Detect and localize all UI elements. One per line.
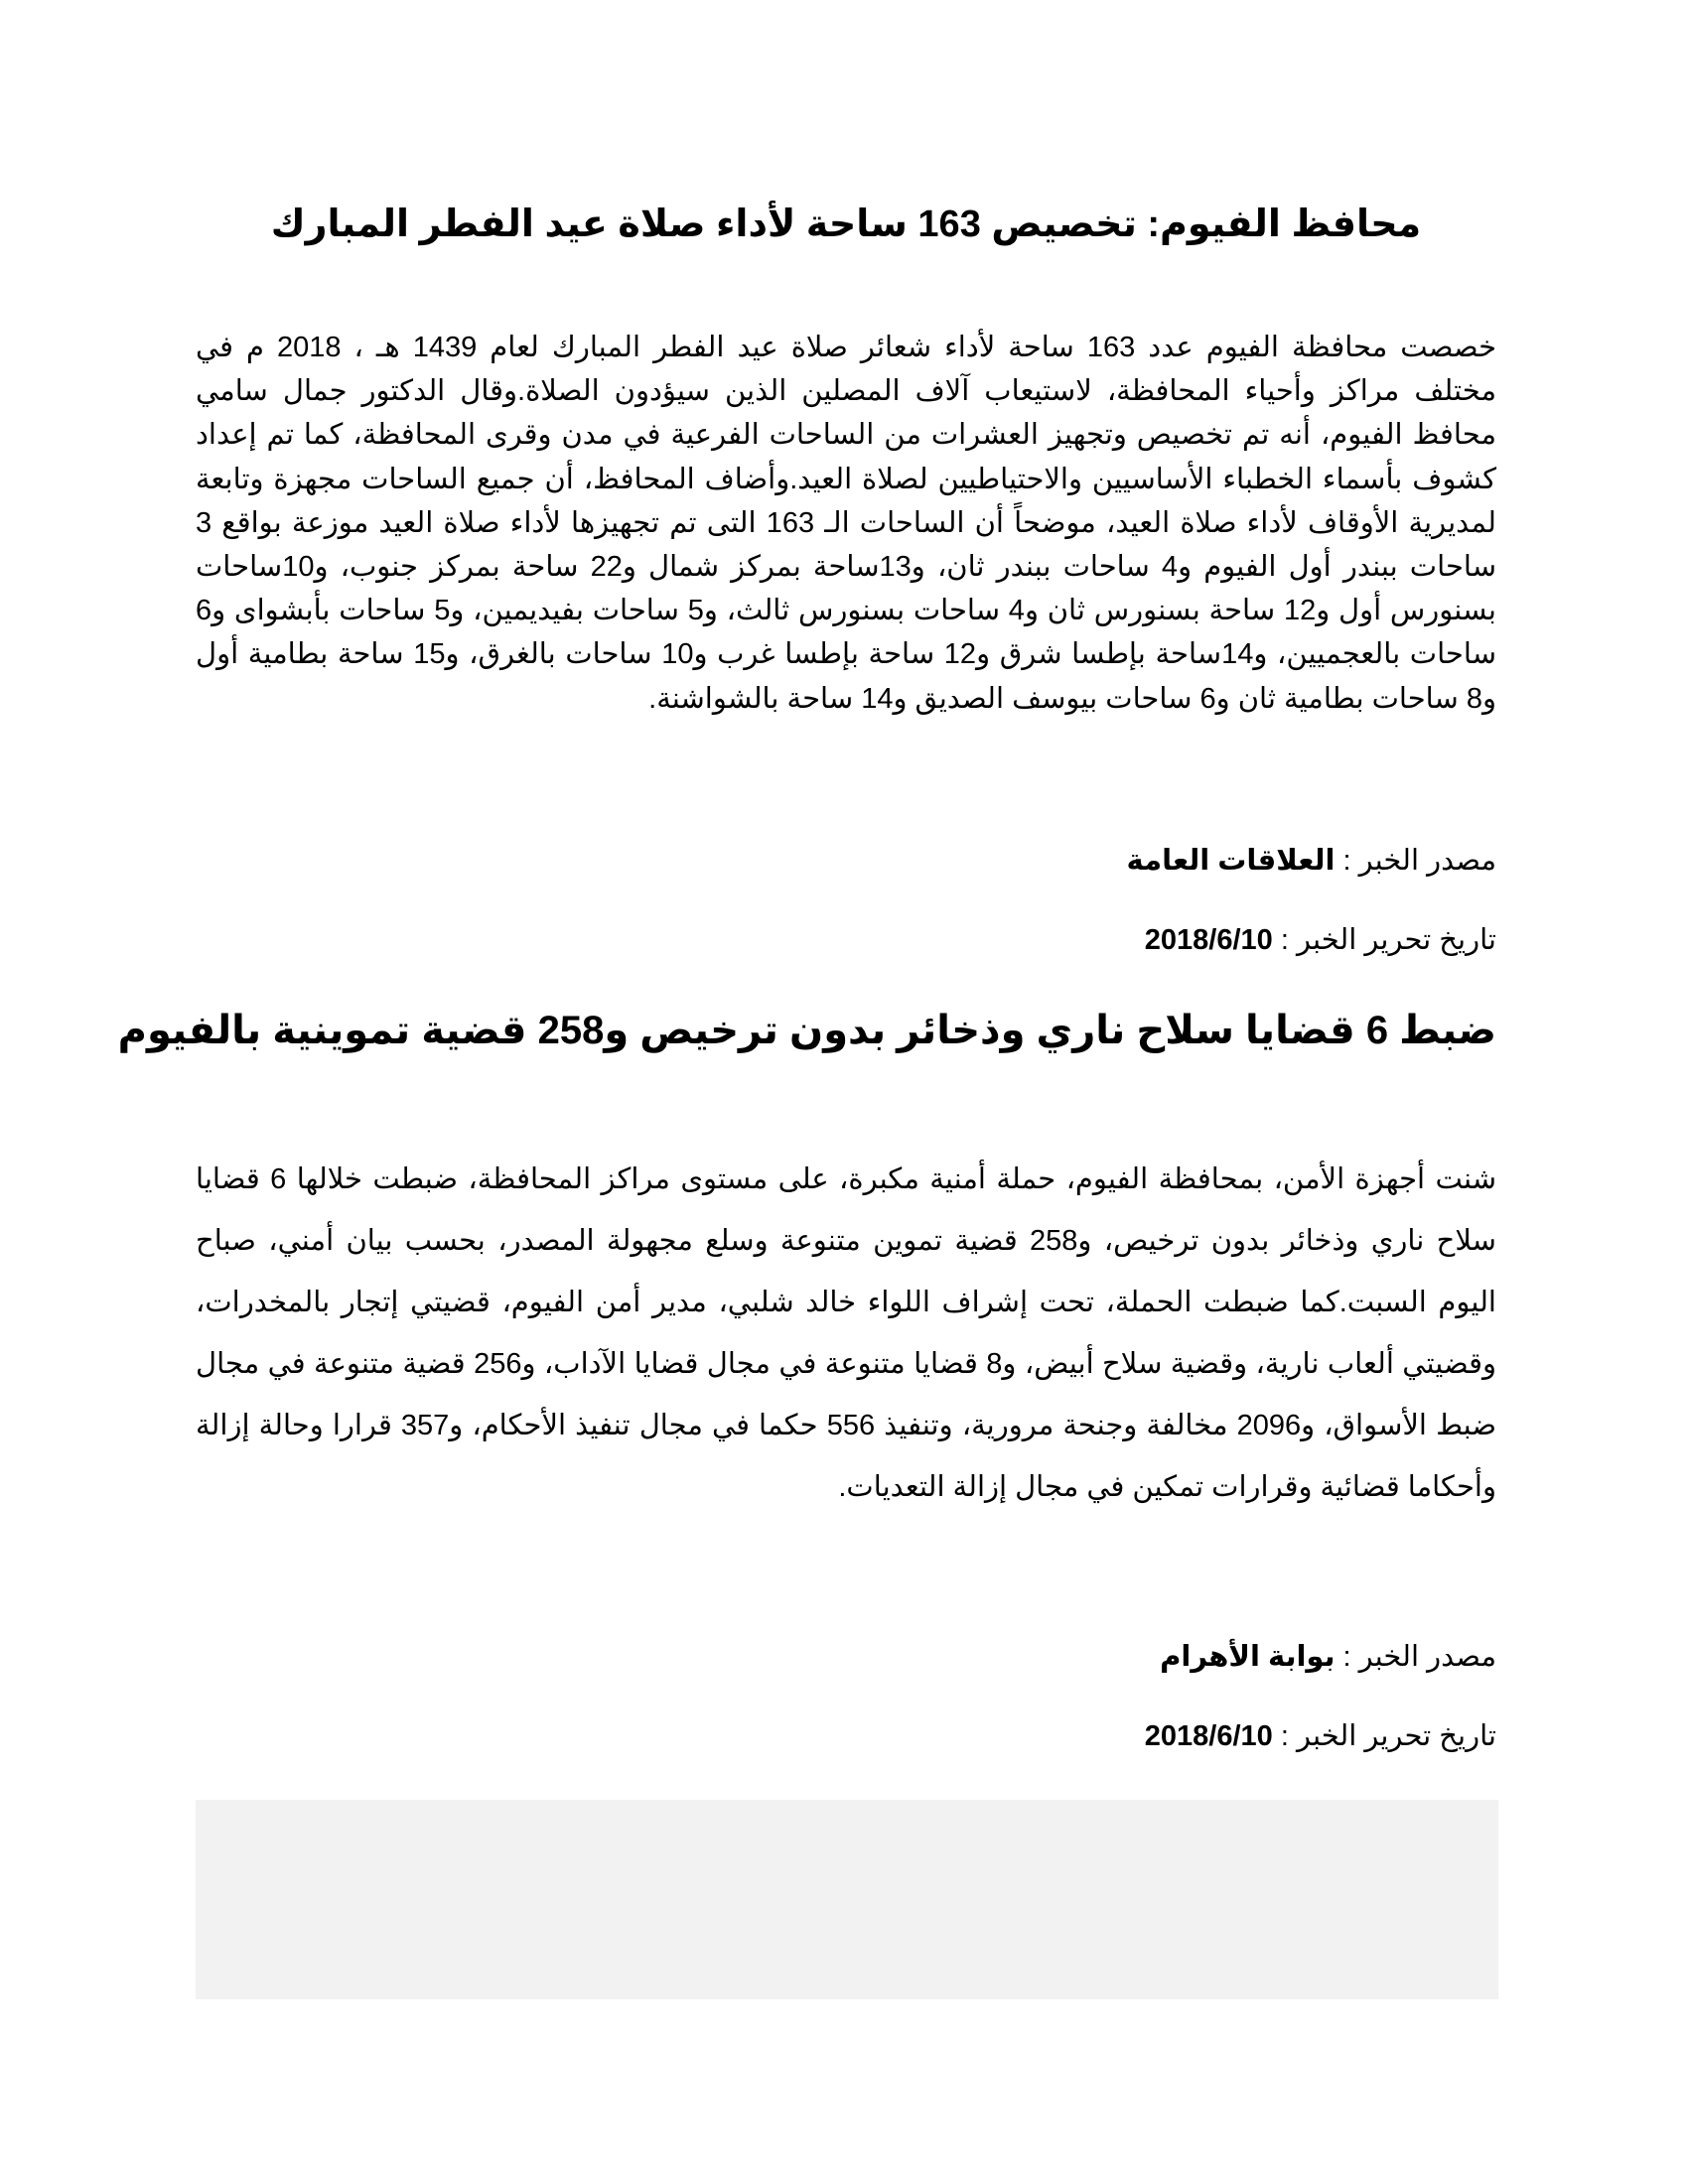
article-1-date <box>196 918 1496 962</box>
article-2-date <box>196 1714 1496 1758</box>
article-2-title: ضبط 6 قضايا سلاح ناري وذخائر بدون ترخيص و258 قضية تموينية بالفيوم <box>117 1009 1496 1052</box>
date-value: 2018/6/10 <box>1144 1720 1273 1752</box>
article-1-title: محافظ الفيوم: تخصيص 163 ساحة لأداء صلاة عيد الفطر المبارك <box>270 204 1422 245</box>
source-value: بوابة الأهرام <box>1160 1641 1336 1673</box>
empty-placeholder-box <box>196 1800 1498 1999</box>
date-label: تاريخ تحرير الخبر : <box>1272 924 1496 956</box>
date-label: تاريخ تحرير الخبر : <box>1272 1720 1496 1752</box>
source-label: مصدر الخبر : <box>1335 1641 1496 1673</box>
source-value: العلاقات العامة <box>1126 845 1336 877</box>
article-1-source <box>196 839 1496 883</box>
article-1-body: خصصت محافظة الفيوم عدد 163 ساحة لأداء شعائر صلاة عيد الفطر المبارك لعام 1439 هـ ، 2018 م في مختلف مراكز وأحياء المحافظة، لاستيعاب آلاف المصلين الذين سيؤدون الصلاة.وقال الدكتور جمال سامي محافظ الفيوم، أنه تم تخصيص وتجهيز العشرات من الساحات الفرعية في مدن وقرى المحافظة، كما تم إعداد كشوف بأسماء الخطباء الأساسيين والاحتياطيين لصلاة العيد.وأضاف المحافظ، أن جميع الساحات مجهزة وتابعة لمديرية الأوقاف لأداء صلاة العيد، موضحاً أن الساحات الـ 163 التى تم تجهيزها لأداء صلاة العيد موزعة بواقع 3 ساحات ببندر أول الفيوم و4 ساحات ببندر ثان، و13ساحة بمركز شمال و22 ساحة بمركز جنوب، و10ساحات بسنورس أول و12 ساحة بسنورس ثان و4 ساحات بسنورس ثالث، و5 ساحات بفيديمين، و5 ساحات بأبشواى و6 ساحات بالعجميين، و14ساحة بإطسا شرق و12 ساحة بإطسا غرب و10 ساحات بالغرق، و15 ساحة بطامية أول و8 ساحات بطامية ثان و6 ساحات بيوسف الصديق و14 ساحة بالشواشنة. <box>196 332 1497 715</box>
article-2-source <box>196 1635 1496 1679</box>
article-2-body: شنت أجهزة الأمن، بمحافظة الفيوم، حملة أمنية مكبرة، على مستوى مراكز المحافظة، ضبطت خلالها 6 قضايا سلاح ناري وذخائر بدون ترخيص، و258 قضية تموين متنوعة وسلع مجهولة المصدر، بحسب بيان أمني، صباح اليوم السبت.كما ضبطت الحملة، تحت إشراف اللواء خالد شلبي، مدير أمن الفيوم، قضيتي إتجار بالمخدرات، وقضيتي ألعاب نارية، وقضية سلاح أبيض، و8 قضايا متنوعة في مجال قضايا الآداب، و256 قضية متنوعة في مجال ضبط الأسواق، و2096 مخالفة وجنحة مرورية، وتنفيذ 556 حكما في مجال تنفيذ الأحكام، و357 قرارا وحالة إزالة وأحكاما قضائية وقرارات تمكين في مجال إزالة التعديات. <box>196 1163 1496 1503</box>
source-label: مصدر الخبر : <box>1335 845 1496 877</box>
date-value: 2018/6/10 <box>1144 924 1273 956</box>
